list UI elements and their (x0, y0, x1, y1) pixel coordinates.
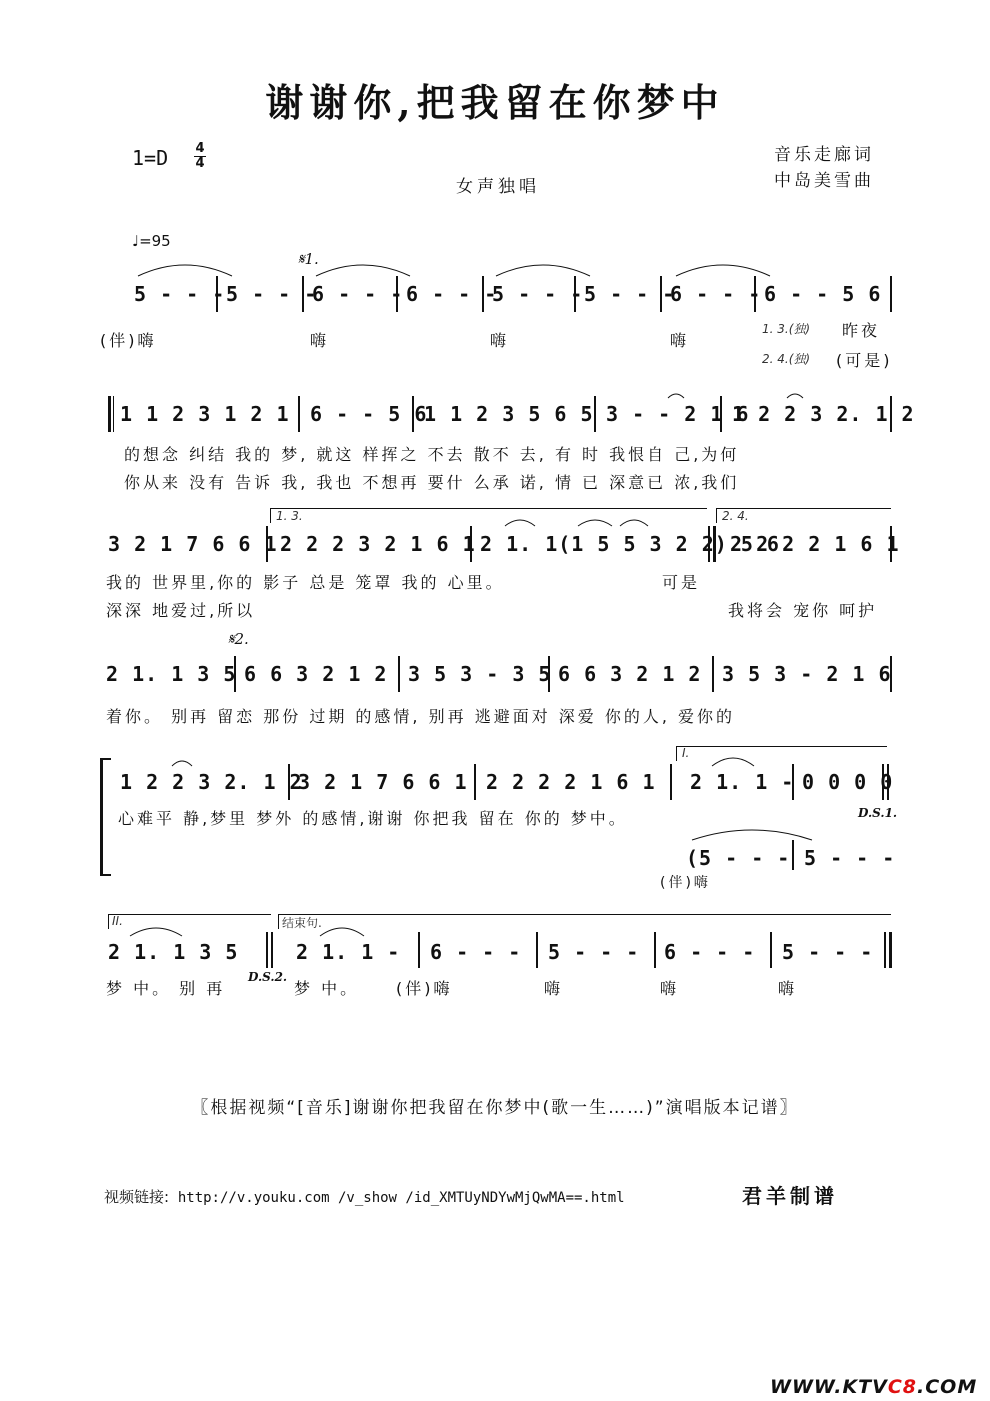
measure-notes: 6 - - - (670, 282, 762, 306)
lyric-text: 嗨 (670, 331, 690, 350)
barline (418, 932, 420, 968)
watermark-part: WWW.KTV (770, 1376, 888, 1398)
composer-credit: 中岛美雪曲 (774, 171, 874, 191)
final-barline (884, 932, 886, 968)
barline (770, 932, 772, 968)
lyric-text: 嗨 (544, 979, 564, 998)
barline (536, 932, 538, 968)
measure-notes: 1 1 2 3 1 2 1 (120, 402, 290, 426)
lyric-line: 心难平 静,梦里 梦外 的感情,谢谢 你把我 留在 你的 梦中。 (118, 809, 628, 828)
performance-type: 女声独唱 (456, 177, 540, 197)
watermark-part: .COM (917, 1376, 978, 1398)
volta-label: I. (682, 746, 690, 760)
lyric-line: 着你。 别再 留恋 那份 过期 的感情, 别再 逃避面对 深爱 你的人, 爱你的 (106, 707, 736, 726)
watermark-part: C8 (887, 1376, 917, 1398)
ending-label: 结束句. (282, 916, 322, 930)
measure-notes: 6 - - - (430, 940, 522, 964)
measure-notes: 2 2 2 3 2 1 6 1 (280, 532, 476, 556)
measure-notes: 6 6 3 2 1 2 (244, 662, 388, 686)
measure-notes: 2 2 2 2 1 6 1 (486, 770, 656, 794)
barline (792, 840, 794, 870)
volta-bracket (270, 508, 707, 523)
lyric-line-1: 我的 世界里,你的 影子 总是 笼罩 我的 心里。 (106, 573, 505, 592)
measure-notes: 2 1. 1(1 5 5 3 2 2) 5 6 (480, 532, 780, 556)
measure-notes: 6 - - - (406, 282, 498, 306)
lyric-text: 嗨 (490, 331, 510, 350)
volta-bracket (278, 914, 891, 929)
dal-segno-2: D.S.2. (248, 970, 288, 984)
measure-notes: 6 - - - (664, 940, 756, 964)
lyric-line-2: 深深 地爱过,所以 (106, 601, 256, 620)
video-link-label: 视频链接: (104, 1188, 170, 1206)
measure-notes: 0 0 0 0 (802, 770, 894, 794)
barline (594, 396, 596, 432)
measure-notes: 1 2 2 3 2. 1 2 (732, 402, 915, 426)
volta-label: 1. 3. (276, 509, 303, 523)
lyric-text: 昨夜 (842, 321, 881, 340)
lyric-text: 梦 中。 别 再 (106, 979, 226, 998)
measure-notes: 3 5 3 - 2 1 6 (722, 662, 892, 686)
measure-notes: 5 - - - (134, 282, 226, 306)
tempo-mark: ♩=95 (132, 232, 171, 250)
barline (113, 396, 114, 432)
measure-notes: 3 2 1 7 6 6 1 (108, 532, 278, 556)
measure-notes: 6 - - 5 6 (310, 402, 428, 426)
repeat-start (108, 396, 111, 432)
lyricist-credit: 音乐走廊词 (774, 145, 874, 165)
lyric-text: 梦 中。 (294, 979, 360, 998)
measure-notes: 3 - - 2 1 6 (606, 402, 750, 426)
lyric-line-2-end: 我将会 宠你 呵护 (728, 601, 878, 620)
time-signature-top: 4 (195, 141, 205, 156)
barline (271, 932, 273, 968)
measure-notes: 1 2 2 3 2. 1 2 (120, 770, 303, 794)
accompaniment-notes: 5 - - - (804, 846, 896, 870)
lyric-text: 嗨 (660, 979, 680, 998)
measure-notes: 3 2 1 7 6 6 1 (298, 770, 468, 794)
measure-notes: 1 1 2 3 5 6 5 (424, 402, 594, 426)
measure-notes: 6 - - - (312, 282, 404, 306)
barline (298, 396, 300, 432)
lyric-text: (伴)嗨 (100, 331, 157, 350)
lyric-text: (可是) (836, 351, 893, 370)
measure-notes: 6 - - 5 6 (764, 282, 882, 306)
verse-label: 2. 4.(独) (762, 352, 811, 366)
lyric-line-2: 你从来 没有 告诉 我, 我也 不想再 要什 么承 诺, 情 已 深意已 浓,我们 (124, 473, 740, 492)
key-signature: 1=D (132, 146, 169, 170)
lyric-text: 嗨 (310, 331, 330, 350)
volta-label: 2. 4. (722, 509, 749, 523)
volta-label: II. (112, 914, 123, 928)
verse-label: 1. 3.(独) (762, 322, 811, 336)
barline (712, 656, 714, 692)
measure-notes: 5 - - - (492, 282, 584, 306)
barline (670, 764, 672, 800)
video-link (104, 1186, 625, 1207)
site-watermark (770, 1376, 977, 1398)
lyric-line-1-end: 可是 (662, 573, 701, 592)
measure-notes: 6 6 3 2 1 2 (558, 662, 702, 686)
time-signature-bottom: 4 (195, 156, 205, 171)
barline (266, 932, 268, 968)
measure-notes: 2 1. 1 3 5 (106, 662, 237, 686)
measure-notes: 2 1. 1 - (690, 770, 795, 794)
barline (654, 932, 656, 968)
barline (890, 276, 892, 312)
video-link-url[interactable]: http://v.youku.com /v_show /id_XMTUyNDYwMjQwMA==.html (177, 1190, 625, 1206)
measure-notes: 5 - - - (782, 940, 874, 964)
segno-2: 𝄋2. (228, 630, 249, 648)
volta-bracket (108, 914, 271, 929)
transcriber-signature: 君羊制谱 (742, 1184, 838, 1208)
barline (398, 656, 400, 692)
accompaniment-lyric: (伴)嗨 (660, 875, 711, 891)
volta-bracket (676, 746, 887, 761)
barline (474, 764, 476, 800)
segno-1: 𝄋1. (298, 250, 319, 268)
dal-segno-1: D.S.1. (858, 806, 898, 820)
lyric-text: 嗨 (778, 979, 798, 998)
measure-notes: 5 - - - (226, 282, 318, 306)
measure-notes: 3 5 3 - 3 5 (408, 662, 552, 686)
lyric-line-1: 的想念 纠结 我的 梦, 就这 样挥之 不去 散不 去, 有 时 我恨自 己,为何 (124, 445, 740, 464)
measure-notes: 2 1. 1 - (296, 940, 401, 964)
system-bracket (100, 758, 111, 876)
measure-notes: 2 1. 1 3 5 (108, 940, 239, 964)
source-note: 〖根据视频“[音乐]谢谢你把我留在你梦中(歌一生……)”演唱版本记谱〗 (191, 1098, 799, 1118)
measure-notes: 5 - - - (548, 940, 640, 964)
measure-notes: 2 2 2 2 1 6 1 (730, 532, 900, 556)
measure-notes: 5 - - - (584, 282, 676, 306)
final-barline (889, 932, 892, 968)
accompaniment-notes: (5 - - - (686, 846, 791, 870)
lyric-text: (伴)嗨 (396, 979, 453, 998)
song-title: 谢谢你,把我留在你梦中 (265, 80, 725, 125)
